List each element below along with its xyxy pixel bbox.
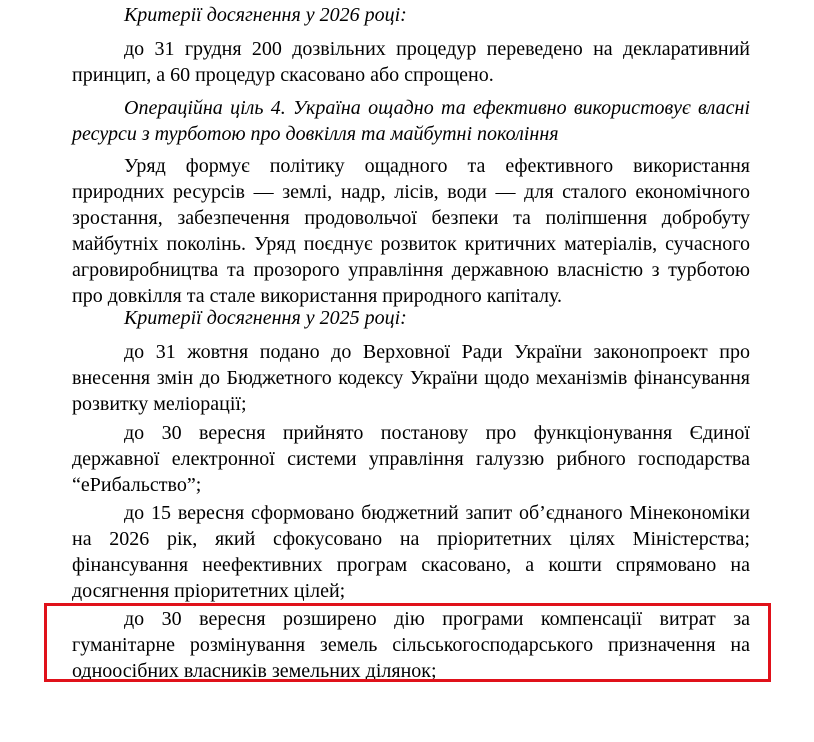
red-highlight-box xyxy=(44,603,771,682)
criteria-2025-item-2: до 30 вересня прийнято постанову про функціонування Єдиної державної електронної системи управління галуззю рибного господарства “еРибальство”; xyxy=(72,422,750,496)
criteria-2025-item-4: до 30 вересня розширено дію програми компенсації витрат за гуманітарне розмінування земель сільськогосподарського призначення на одноосібних власників земельних ділянок; xyxy=(72,608,750,682)
criteria-2026-item: до 31 грудня 200 дозвільних процедур переведено на декларативний принцип, а 60 процедур скасовано або спрощено. xyxy=(72,38,750,86)
goal-4-heading: Операційна ціль 4. Україна ощадно та ефективно використовує власні ресурси з турботою про довкілля та майбутні покоління xyxy=(72,97,750,145)
criteria-2025-item-3: до 15 вересня сформовано бюджетний запит об’єднаного Мінекономіки на 2026 рік, який сфокусовано на пріоритетних цілях Міністерства; фінансування неефективних програм скасовано, а кошти спрямовано на досягнення пріоритетних цілей; xyxy=(72,502,750,602)
criteria-2025-heading: Критерії досягнення у 2025 році: xyxy=(124,307,407,329)
criteria-2025-item-1: до 31 жовтня подано до Верховної Ради України законопроект про внесення змін до Бюджетного кодексу України щодо механізмів фінансування розвитку меліорації; xyxy=(72,341,750,415)
goal-4-body: Уряд формує політику ощадного та ефективного використання природних ресурсів — землі, надр, лісів, води — для сталого економічного зростання, забезпечення продовольчої безпеки та поліпшення добробуту майбутніх поколінь. Уряд поєднує розвиток критичних матеріалів, сучасного агровиробництва та прозорого управління державною власністю з турботою про довкілля та стале використання природного капіталу. xyxy=(72,155,750,307)
criteria-2026-heading: Критерії досягнення у 2026 році: xyxy=(124,4,407,26)
